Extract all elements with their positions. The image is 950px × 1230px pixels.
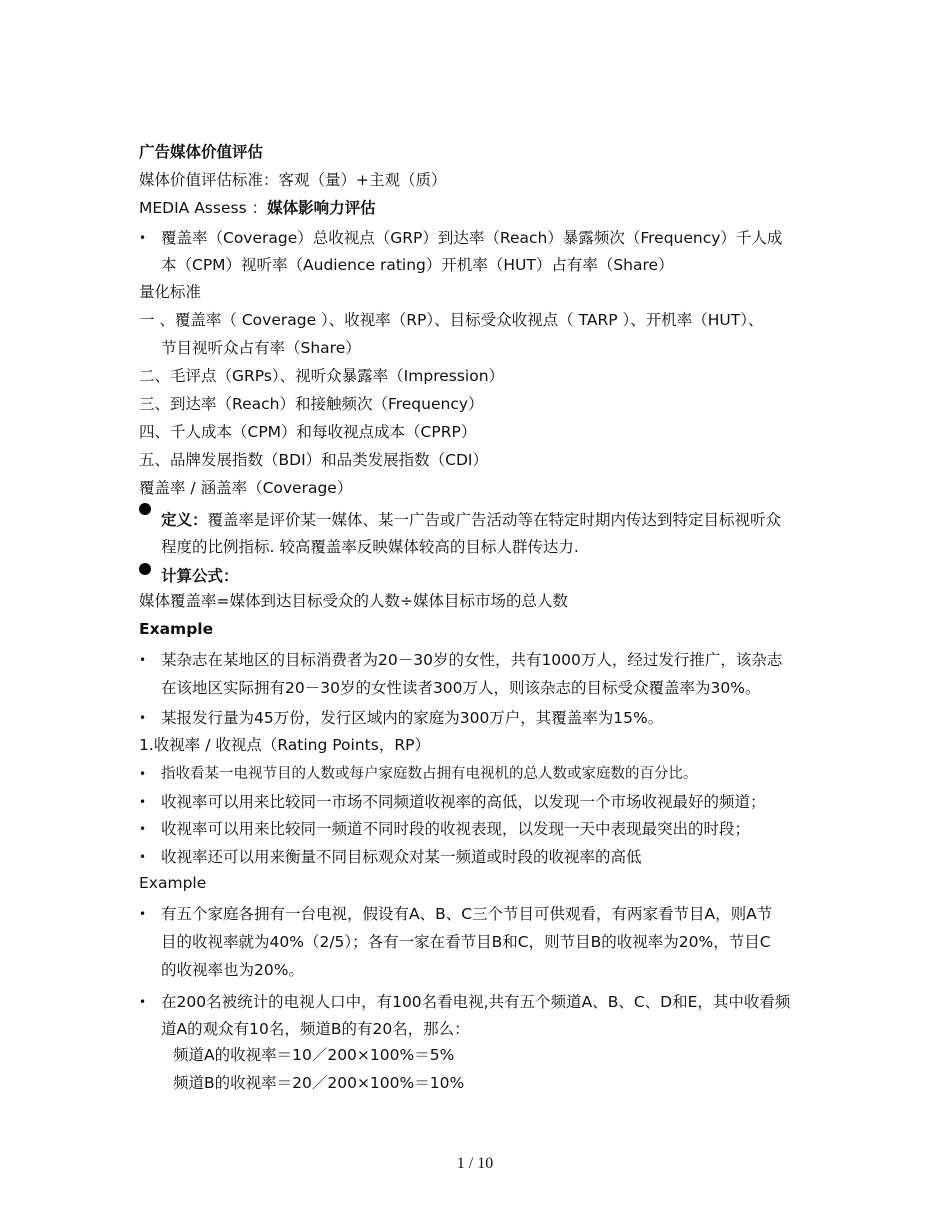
bullet-icon: • — [139, 907, 147, 921]
bullet-icon: • — [139, 653, 147, 667]
quant-four: 四、千人成本（CPM）和每收视点成本（CPRP） — [139, 423, 477, 441]
quant-five: 五、品牌发展指数（BDI）和品类发展指数（CDI） — [139, 451, 488, 469]
example-heading-2: Example — [139, 874, 207, 892]
calc-channel-b: 频道B的收视率＝20／200×100%＝10% — [173, 1074, 465, 1092]
coverage-heading: 覆盖率 / 涵盖率（Coverage） — [139, 479, 353, 497]
bullet-icon: • — [139, 822, 147, 836]
example2-a-line-1: 有五个家庭各拥有一台电视，假设有A、B、C三个节目可供观看，有两家看节目A，则A节 — [161, 905, 773, 923]
example2-a-line-2: 目的收视率就为40%（2/5）；各有一家在看节目B和C，则节目B的收视率为20%，节目C — [161, 933, 771, 951]
doc-title: 广告媒体价值评估 — [139, 143, 264, 161]
bullet-dot-icon — [139, 503, 151, 515]
page-number: 1 / 10 — [456, 1155, 494, 1172]
indicators-line-1: 覆盖率（Coverage）总收视点（GRP）到达率（Reach）暴露频次（Frequency）千人成 — [161, 229, 783, 247]
definition-line-1 — [161, 506, 781, 534]
rating-point-1: 指收看某一电视节目的人数或每户家庭数占拥有电视机的总人数或家庭数的百分比。 — [161, 766, 698, 782]
definition-label: 定义： — [161, 511, 208, 529]
example2-b-line-1: 在200名被统计的电视人口中，有100名看电视,共有五个频道A、B、C、D和E，其中收看频 — [161, 993, 791, 1011]
media-assess-bold: 媒体影响力评估 — [267, 199, 376, 217]
quant-one-line-2: 节目视听众占有率（Share） — [161, 339, 361, 357]
bullet-icon: • — [139, 767, 147, 781]
bullet-icon: • — [139, 711, 147, 725]
bullet-icon: • — [139, 995, 147, 1009]
example1-a-line-1: 某杂志在某地区的目标消费者为20－30岁的女性，共有1000万人，经过发行推广，该杂志 — [161, 651, 783, 669]
quant-three: 三、到达率（Reach）和接触频次（Frequency） — [139, 395, 484, 413]
rating-point-3: 收视率可以用来比较同一频道不同时段的收视表现，以发现一天中表现最突出的时段； — [161, 820, 751, 838]
example1-a-line-2: 在该地区实际拥有20－30岁的女性读者300万人，则该杂志的目标受众覆盖率为30%。 — [161, 679, 761, 697]
criteria-line: 媒体价值评估标准：客观（量）+主观（质） — [139, 171, 447, 189]
rating-point-2: 收视率可以用来比较同一市场不同频道收视率的高低，以发现一个市场收视最好的频道； — [161, 793, 766, 811]
indicators-line-2: 本（CPM）视听率（Audience rating）开机率（HUT）占有率（Share） — [161, 256, 674, 274]
definition-line-2: 程度的比例指标. 较高覆盖率反映媒体较高的目标人群传达力. — [161, 538, 579, 556]
quant-heading: 量化标准 — [139, 283, 202, 301]
bullet-dot-icon — [139, 563, 151, 575]
formula: 媒体覆盖率=媒体到达目标受众的人数÷媒体目标市场的总人数 — [139, 592, 568, 610]
definition-text: 覆盖率是评价某一媒体、某一广告或广告活动等在特定时期内传达到特定目标视听众 — [207, 511, 782, 529]
bullet-icon: • — [139, 795, 147, 809]
example-heading-1: Example — [139, 620, 214, 638]
rating-heading: 1.收视率 / 收视点（Rating Points，RP） — [139, 736, 430, 754]
rating-point-4: 收视率还可以用来衡量不同目标观众对某一频道或时段的收视率的高低 — [161, 848, 642, 866]
formula-label: 计算公式： — [161, 567, 239, 585]
media-assess-prefix: MEDIA Assess ： — [139, 199, 268, 217]
quant-one-line-1: 一 、覆盖率（ Coverage ）、收视率（RP）、目标受众收视点（ TARP ）、开机率（HUT）、 — [139, 311, 764, 329]
bullet-icon: • — [139, 850, 147, 864]
quant-two: 二、毛评点（GRPs）、视听众暴露率（Impression） — [139, 367, 505, 385]
example1-b: 某报发行量为45万份，发行区域内的家庭为300万户，其覆盖率为15%。 — [161, 709, 664, 727]
media-assess-line — [139, 194, 376, 222]
example2-b-line-2: 道A的观众有10名，频道B的有20名，那么： — [161, 1020, 470, 1038]
calc-channel-a: 频道A的收视率＝10／200×100%＝5% — [173, 1046, 455, 1064]
bullet-icon: • — [139, 231, 147, 245]
example2-a-line-3: 的收视率也为20%。 — [161, 961, 304, 979]
